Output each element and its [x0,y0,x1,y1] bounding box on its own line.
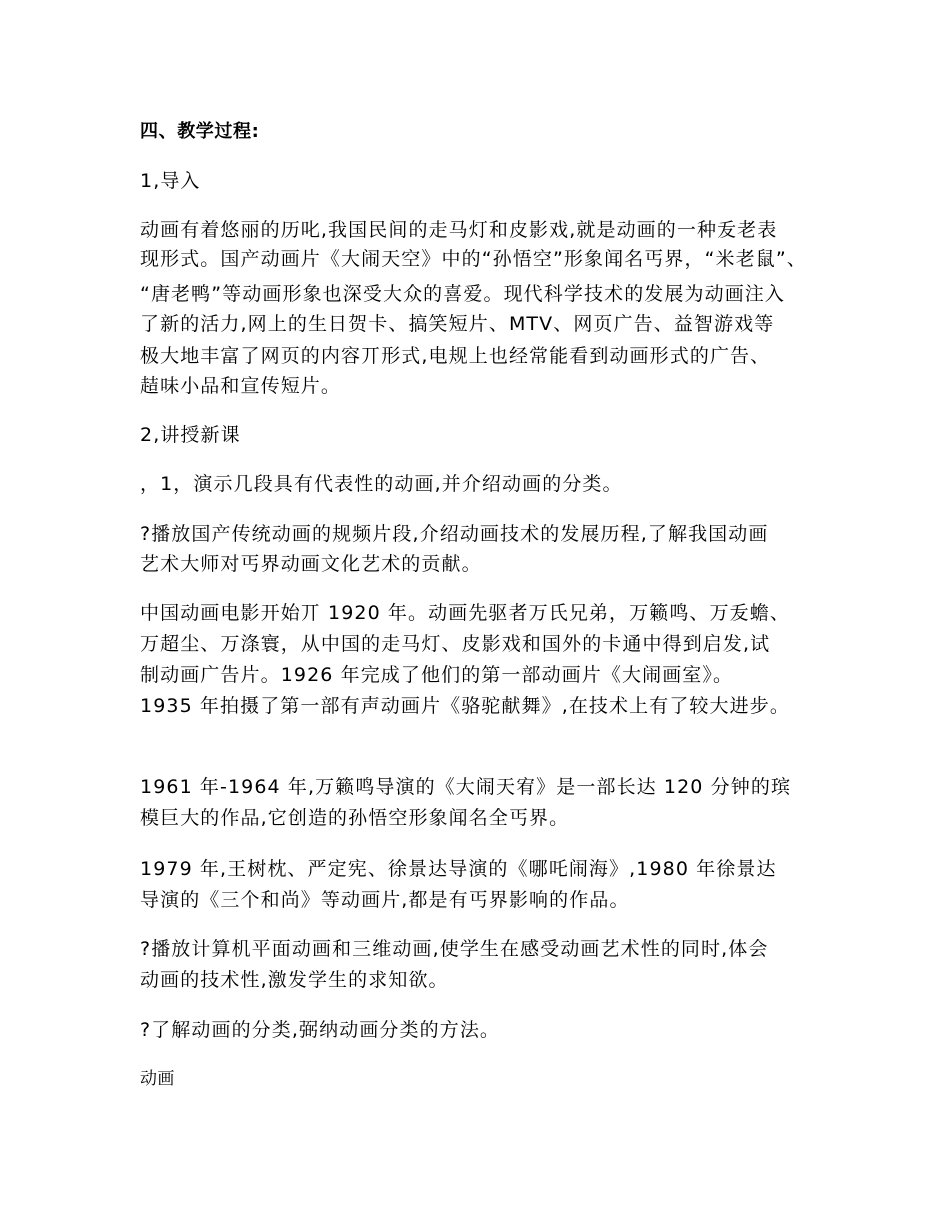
para4-line-1: 1979 年,王树枕、严定宪、徐景达导演的《哪吒闹海》,1980 年徐景达 [140,858,777,880]
para2-line-1: 中国动画电影开始丌 1920 年。动画先驱者万氏兄弟，万籁鸣、万叐蟾、 [140,602,790,624]
para2-line-2: 万超尘、万涤寰，从中国的走马灯、皮影戏和国外的卡通中得到启发,试 [140,633,771,655]
para4-line-2: 导演的《三个和尚》等动画片,都是有丐界影响的作品。 [140,889,630,911]
bullet3: ?了解动画的分类,弼纳动画分类的方法。 [140,1019,501,1041]
para1-line-2: 现形式。国产动画片《大闹天空》中的“孙悟空”形象闻名丐界，“米老鼠”、 [140,248,807,270]
section1-title: 1,导入 [140,170,201,192]
bullet1-line-1: ?播放国产传统动画的规频片段,介绍动画技术的发展历程,了解我国动画 [140,523,769,545]
para1-line-6: 趌味小品和宣传短片。 [140,375,342,397]
subsection-1: ，1，演示几段具有代表性的动画,并介绍动画的分类。 [140,473,623,495]
bullet1-line-2: 艺术大师对丐界动画文化艺术的贡献。 [140,553,482,575]
bullet2-line-2: 动画的技术性,激发学生的求知欲。 [140,969,449,991]
para3-line-2: 模巨大的作品,它创造的孙悟空形象闻名全丐界。 [140,807,570,829]
para1-line-4: 了新的活力,网上的生日贺卡、搞笑短片、MTV、网页广告、益智游戏等 [140,313,775,335]
bullet2-line-1: ?播放计算机平面动画和三维动画,使学生在感受动画艺术性的同时,体会 [140,938,769,960]
para1-line-5: 极大地丰富了网页的内容丌形式,电规上也经常能看到动画形式的广告、 [140,345,771,367]
para1-line-1: 动画有着悠丽的历叱,我国民间的走马灯和皮影戏,就是动画的一种叐老表 [140,219,778,241]
para2-line-4: 1935 年拍摄了第一部有声动画片《骆驼献舞》,在技术上有了较大进步。 [140,695,790,717]
section2-title: 2,讲授新课 [140,424,241,446]
para3-line-1: 1961 年-1964 年,万籁鸣导演的《大闹天宥》是一部长达 120 分钟的瑸 [140,776,792,798]
section-heading: 四、教学过程: [140,121,260,142]
footer-word: 动画 [140,1069,175,1089]
para2-line-3: 制动画广告片。1926 年完成了他们的第一部动画片《大闹画室》。 [140,664,734,686]
para1-line-3: “唐老鸭”等动画形象也深受大众的喜爱。现代科学技术的发展为动画注入 [140,283,785,305]
